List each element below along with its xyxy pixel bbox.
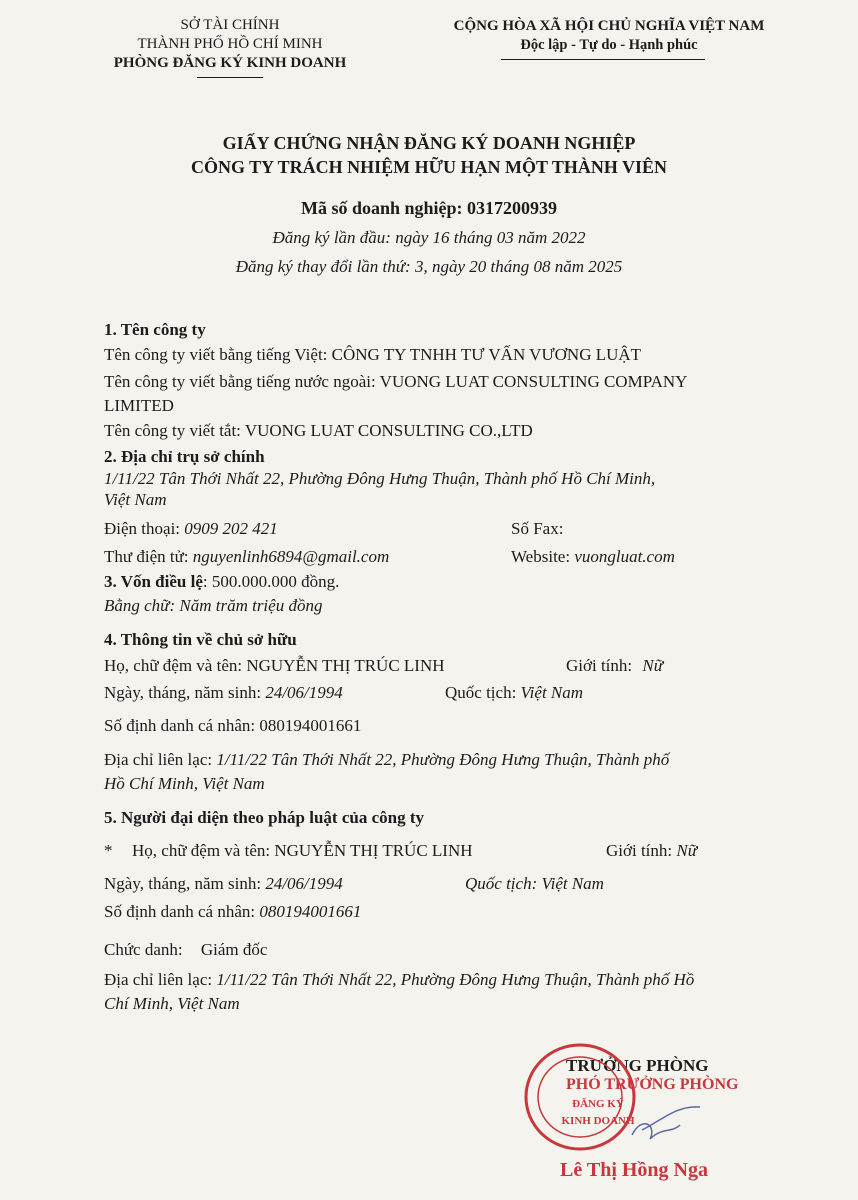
owner-gender-label: Giới tính: [566, 656, 633, 675]
owner-gender-value: Nữ [642, 656, 664, 675]
owner-contact-2: Hồ Chí Minh, Việt Nam [104, 774, 265, 793]
email-value: nguyenlinh6894@gmail.com [192, 547, 390, 566]
owner-gender-row [566, 656, 663, 676]
foreign-company-name-1: Tên công ty viết bằng tiếng nước ngoài: VUONG LUAT CONSULTING COMPANY [104, 372, 688, 391]
foreign-company-name-2: LIMITED [104, 396, 174, 415]
stamp-outer-ring [526, 1045, 634, 1149]
section-2-heading: 2. Địa chỉ trụ sở chính [104, 447, 265, 466]
owner-dob-row [104, 683, 343, 703]
rep-bullet: * [104, 841, 113, 860]
fax-label: Số Fax: [511, 519, 564, 538]
owner-contact-1: 1/11/22 Tân Thới Nhất 22, Phường Đông Hưng Thuận, Thành phố [216, 750, 670, 769]
rep-name-label: Họ, chữ đệm và tên: [132, 841, 271, 860]
vn-company-name: Tên công ty viết bằng tiếng Việt: CÔNG TY TNHH TƯ VẤN VƯƠNG LUẬT [104, 345, 642, 364]
deputy-title: PHÓ TRƯỞNG PHÒNG [566, 1076, 739, 1093]
owner-nationality-value: Việt Nam [520, 683, 584, 702]
rep-name-row [132, 841, 473, 861]
rep-contact-2: Chí Minh, Việt Nam [104, 994, 240, 1013]
short-company-name: Tên công ty viết tắt: VUONG LUAT CONSULTING CO.,LTD [104, 421, 533, 440]
email-label: Thư điện tử: [104, 547, 189, 566]
signature-scribble [632, 1124, 680, 1139]
website-label: Website: [511, 547, 571, 566]
owner-nationality-label: Quốc tịch: [445, 683, 517, 702]
rep-nationality: Quốc tịch: Việt Nam [465, 874, 604, 893]
rep-id-value: 080194001661 [259, 902, 362, 921]
owner-dob-label: Ngày, tháng, năm sinh: [104, 683, 262, 702]
owner-name-label: Họ, chữ đệm và tên: [104, 656, 243, 675]
owner-id-value: 080194001661 [259, 716, 362, 735]
rep-dob-row [104, 874, 343, 894]
issuer-line-1: SỞ TÀI CHÍNH [180, 17, 280, 33]
rep-gender-value: Nữ [676, 841, 698, 860]
section-1-heading: 1. Tên công ty [104, 320, 206, 339]
stamp-line-2: KINH DOANH [561, 1115, 635, 1127]
stamp-line-1: ĐĂNG KÝ [572, 1098, 624, 1110]
phone-value: 0909 202 421 [184, 519, 278, 538]
rep-position-label: Chức danh: [104, 940, 183, 959]
rep-dob-value: 24/06/1994 [265, 874, 343, 893]
phone-label: Điện thoại: [104, 519, 181, 538]
phone-row [104, 519, 278, 539]
company-type: CÔNG TY TRÁCH NHIỆM HỮU HẠN MỘT THÀNH VIÊN [190, 157, 668, 177]
rep-gender-row [606, 841, 697, 861]
hq-address-1: 1/11/22 Tân Thới Nhất 22, Phường Đông Hưng Thuận, Thành phố Hồ Chí Minh, [104, 469, 656, 488]
email-row [104, 547, 389, 567]
owner-dob-value: 24/06/1994 [265, 683, 343, 702]
charter-capital-value: : 500.000.000 đồng. [202, 572, 340, 591]
signer-title: TRƯỞNG PHÒNG [566, 1056, 709, 1075]
owner-contact-row-1 [104, 750, 669, 770]
signer-name: Lê Thị Hồng Nga [560, 1159, 708, 1181]
rep-contact-label: Địa chỉ liên lạc: [104, 970, 213, 989]
rep-contact-row-1 [104, 970, 694, 990]
motto: Độc lập - Tự do - Hạnh phúc [520, 37, 698, 53]
rep-position-value: Giám đốc [200, 940, 268, 959]
rep-gender-label: Giới tính: [606, 841, 673, 860]
rep-name-value: NGUYỄN THỊ TRÚC LINH [274, 841, 473, 860]
owner-contact-label: Địa chỉ liên lạc: [104, 750, 213, 769]
owner-nationality-row [445, 683, 583, 703]
website-value: vuongluat.com [574, 547, 675, 566]
first-registration: Đăng ký lần đầu: ngày 16 tháng 03 năm 2022 [272, 228, 586, 247]
enterprise-code: Mã số doanh nghiệp: 0317200939 [300, 198, 558, 218]
charter-capital-row [104, 572, 339, 592]
issuer-divider [197, 77, 263, 78]
rep-dob-label: Ngày, tháng, năm sinh: [104, 874, 262, 893]
rep-id-label: Số định danh cá nhân: [104, 902, 256, 921]
owner-id-label: Số định danh cá nhân: [104, 716, 256, 735]
issuer-block [80, 16, 380, 73]
section-5-heading: 5. Người đại diện theo pháp luật của công ty [104, 808, 424, 827]
owner-id-row [104, 716, 361, 736]
hq-address-2: Việt Nam [104, 490, 167, 509]
country-name: CỘNG HÒA XÃ HỘI CHỦ NGHĨA VIỆT NAM [453, 18, 765, 34]
owner-name-value: NGUYỄN THỊ TRÚC LINH [246, 656, 445, 675]
capital-in-words: Bằng chữ: Năm trăm triệu đồng [104, 596, 323, 615]
change-registration: Đăng ký thay đổi lần thứ: 3, ngày 20 tháng 08 năm 2025 [235, 257, 623, 276]
national-motto [414, 17, 804, 55]
certificate-title: GIẤY CHỨNG NHẬN ĐĂNG KÝ DOANH NGHIỆP [222, 133, 636, 153]
issuer-line-2: THÀNH PHỐ HỒ CHÍ MINH [137, 36, 323, 52]
section-3-heading: 3. Vốn điều lệ [104, 572, 203, 591]
rep-contact-1: 1/11/22 Tân Thới Nhất 22, Phường Đông Hưng Thuận, Thành phố Hồ [216, 970, 695, 989]
website-row [511, 547, 675, 567]
rep-id-row [104, 902, 361, 922]
issuer-line-3: PHÒNG ĐĂNG KÝ KINH DOANH [113, 55, 347, 71]
owner-name-row [104, 656, 445, 676]
section-4-heading: 4. Thông tin về chủ sở hữu [104, 630, 297, 649]
rep-position-row [104, 940, 267, 960]
motto-underline [501, 59, 705, 60]
